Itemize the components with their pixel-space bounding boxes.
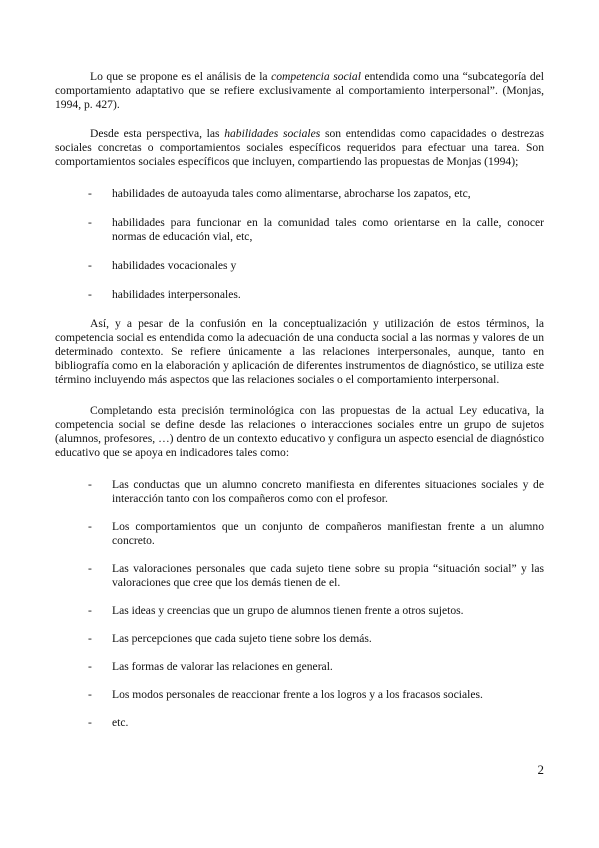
- dash-bullet: -: [88, 716, 92, 729]
- emphasis-competencia-social: competencia social: [271, 70, 361, 83]
- habilidades-list: [55, 187, 544, 302]
- list-item-text: habilidades para funcionar en la comunidad tales como orientarse en la calle, conocer normas de educación vial, etc,: [112, 216, 544, 243]
- list-item-text: habilidades interpersonales.: [112, 288, 241, 301]
- dash-bullet: -: [88, 604, 92, 617]
- list-item-text: etc.: [112, 716, 129, 729]
- list-item-text: habilidades de autoayuda tales como alimentarse, abrocharse los zapatos, etc,: [112, 187, 471, 200]
- dash-bullet: -: [88, 259, 92, 272]
- list-item: [55, 562, 544, 590]
- dash-bullet: -: [88, 562, 92, 575]
- paragraph-habilidades-sociales: [55, 127, 544, 169]
- dash-bullet: -: [88, 187, 92, 200]
- page-number: 2: [537, 762, 544, 777]
- dash-bullet: -: [88, 478, 92, 491]
- dash-bullet: -: [88, 688, 92, 701]
- dash-bullet: -: [88, 660, 92, 673]
- list-item: [55, 216, 544, 244]
- list-item-text: Las valoraciones personales que cada sujeto tiene sobre su propia “situación social” y las valoraciones que cree que los demás tienen de el.: [112, 562, 544, 589]
- paragraph-text: Desde esta perspectiva, las: [90, 127, 225, 140]
- indicadores-list: [55, 478, 544, 730]
- paragraph-text: son entendidas como capacidades o destrezas sociales concretas o comportamientos sociales específicos requeridos para efectuar una tarea. Son comportamientos sociales específicos que incluyen, compartiendo las propuestas de Monjas (1994);: [55, 127, 544, 168]
- paragraph-competencia-social: [55, 70, 544, 112]
- list-item: [55, 478, 544, 506]
- dash-bullet: -: [88, 288, 92, 301]
- dash-bullet: -: [88, 520, 92, 533]
- paragraph-ley-educativa: Completando esta precisión terminológica con las propuestas de la actual Ley educativa, la competencia social se define desde las relaciones o interacciones sociales entre un grupo de sujetos (alumnos, profesores, …) dentro de un contexto educativo y configura un aspecto esencial de diagnóstico educativo que se apoya en indicadores tales como:: [55, 404, 544, 459]
- paragraph-confusion: Así, y a pesar de la confusión en la conceptualización y utilización de estos términos, la competencia social es entendida como la adecuación de una conducta social a las normas y valores de un determinado contexto. Se refiere únicamente a las relaciones interpersonales, aunque, tanto en bibliografía como en la elaboración y aplicación de diferentes instrumentos de diagnóstico, se utiliza este término incluyendo más aspectos que las relaciones sociales o el comportamiento interpersonal.: [55, 317, 544, 386]
- dash-bullet: -: [88, 632, 92, 645]
- list-item: [55, 632, 544, 646]
- list-item: [55, 288, 544, 302]
- list-item-text: Los modos personales de reaccionar frente a los logros y a los fracasos sociales.: [112, 688, 483, 701]
- list-item-text: Las conductas que un alumno concreto manifiesta en diferentes situaciones sociales y de interacción tanto con los compañeros como con el profesor.: [112, 478, 544, 505]
- list-item: [55, 259, 544, 273]
- list-item: [55, 187, 544, 201]
- paragraph-text: entendida como una “subcategoría del comportamiento adaptativo que se refiere exclusivamente al comportamiento interpersonal”. (Monjas, 1994, p. 427).: [55, 70, 545, 111]
- list-item-text: Las ideas y creencias que un grupo de alumnos tienen frente a otros sujetos.: [112, 604, 464, 617]
- list-item-text: Los comportamientos que un conjunto de compañeros manifiestan frente a un alumno concreto.: [112, 520, 544, 547]
- list-item-text: habilidades vocacionales y: [112, 259, 237, 272]
- list-item: [55, 716, 544, 730]
- list-item-text: Las formas de valorar las relaciones en general.: [112, 660, 333, 673]
- list-item-text: Las percepciones que cada sujeto tiene sobre los demás.: [112, 632, 372, 645]
- paragraph-text: Lo que se propone es el análisis de la: [90, 70, 272, 83]
- emphasis-habilidades-sociales: habilidades sociales: [224, 127, 321, 140]
- dash-bullet: -: [88, 216, 92, 229]
- list-item: [55, 604, 544, 618]
- list-item: [55, 520, 544, 548]
- list-item: [55, 660, 544, 674]
- list-item: [55, 688, 544, 702]
